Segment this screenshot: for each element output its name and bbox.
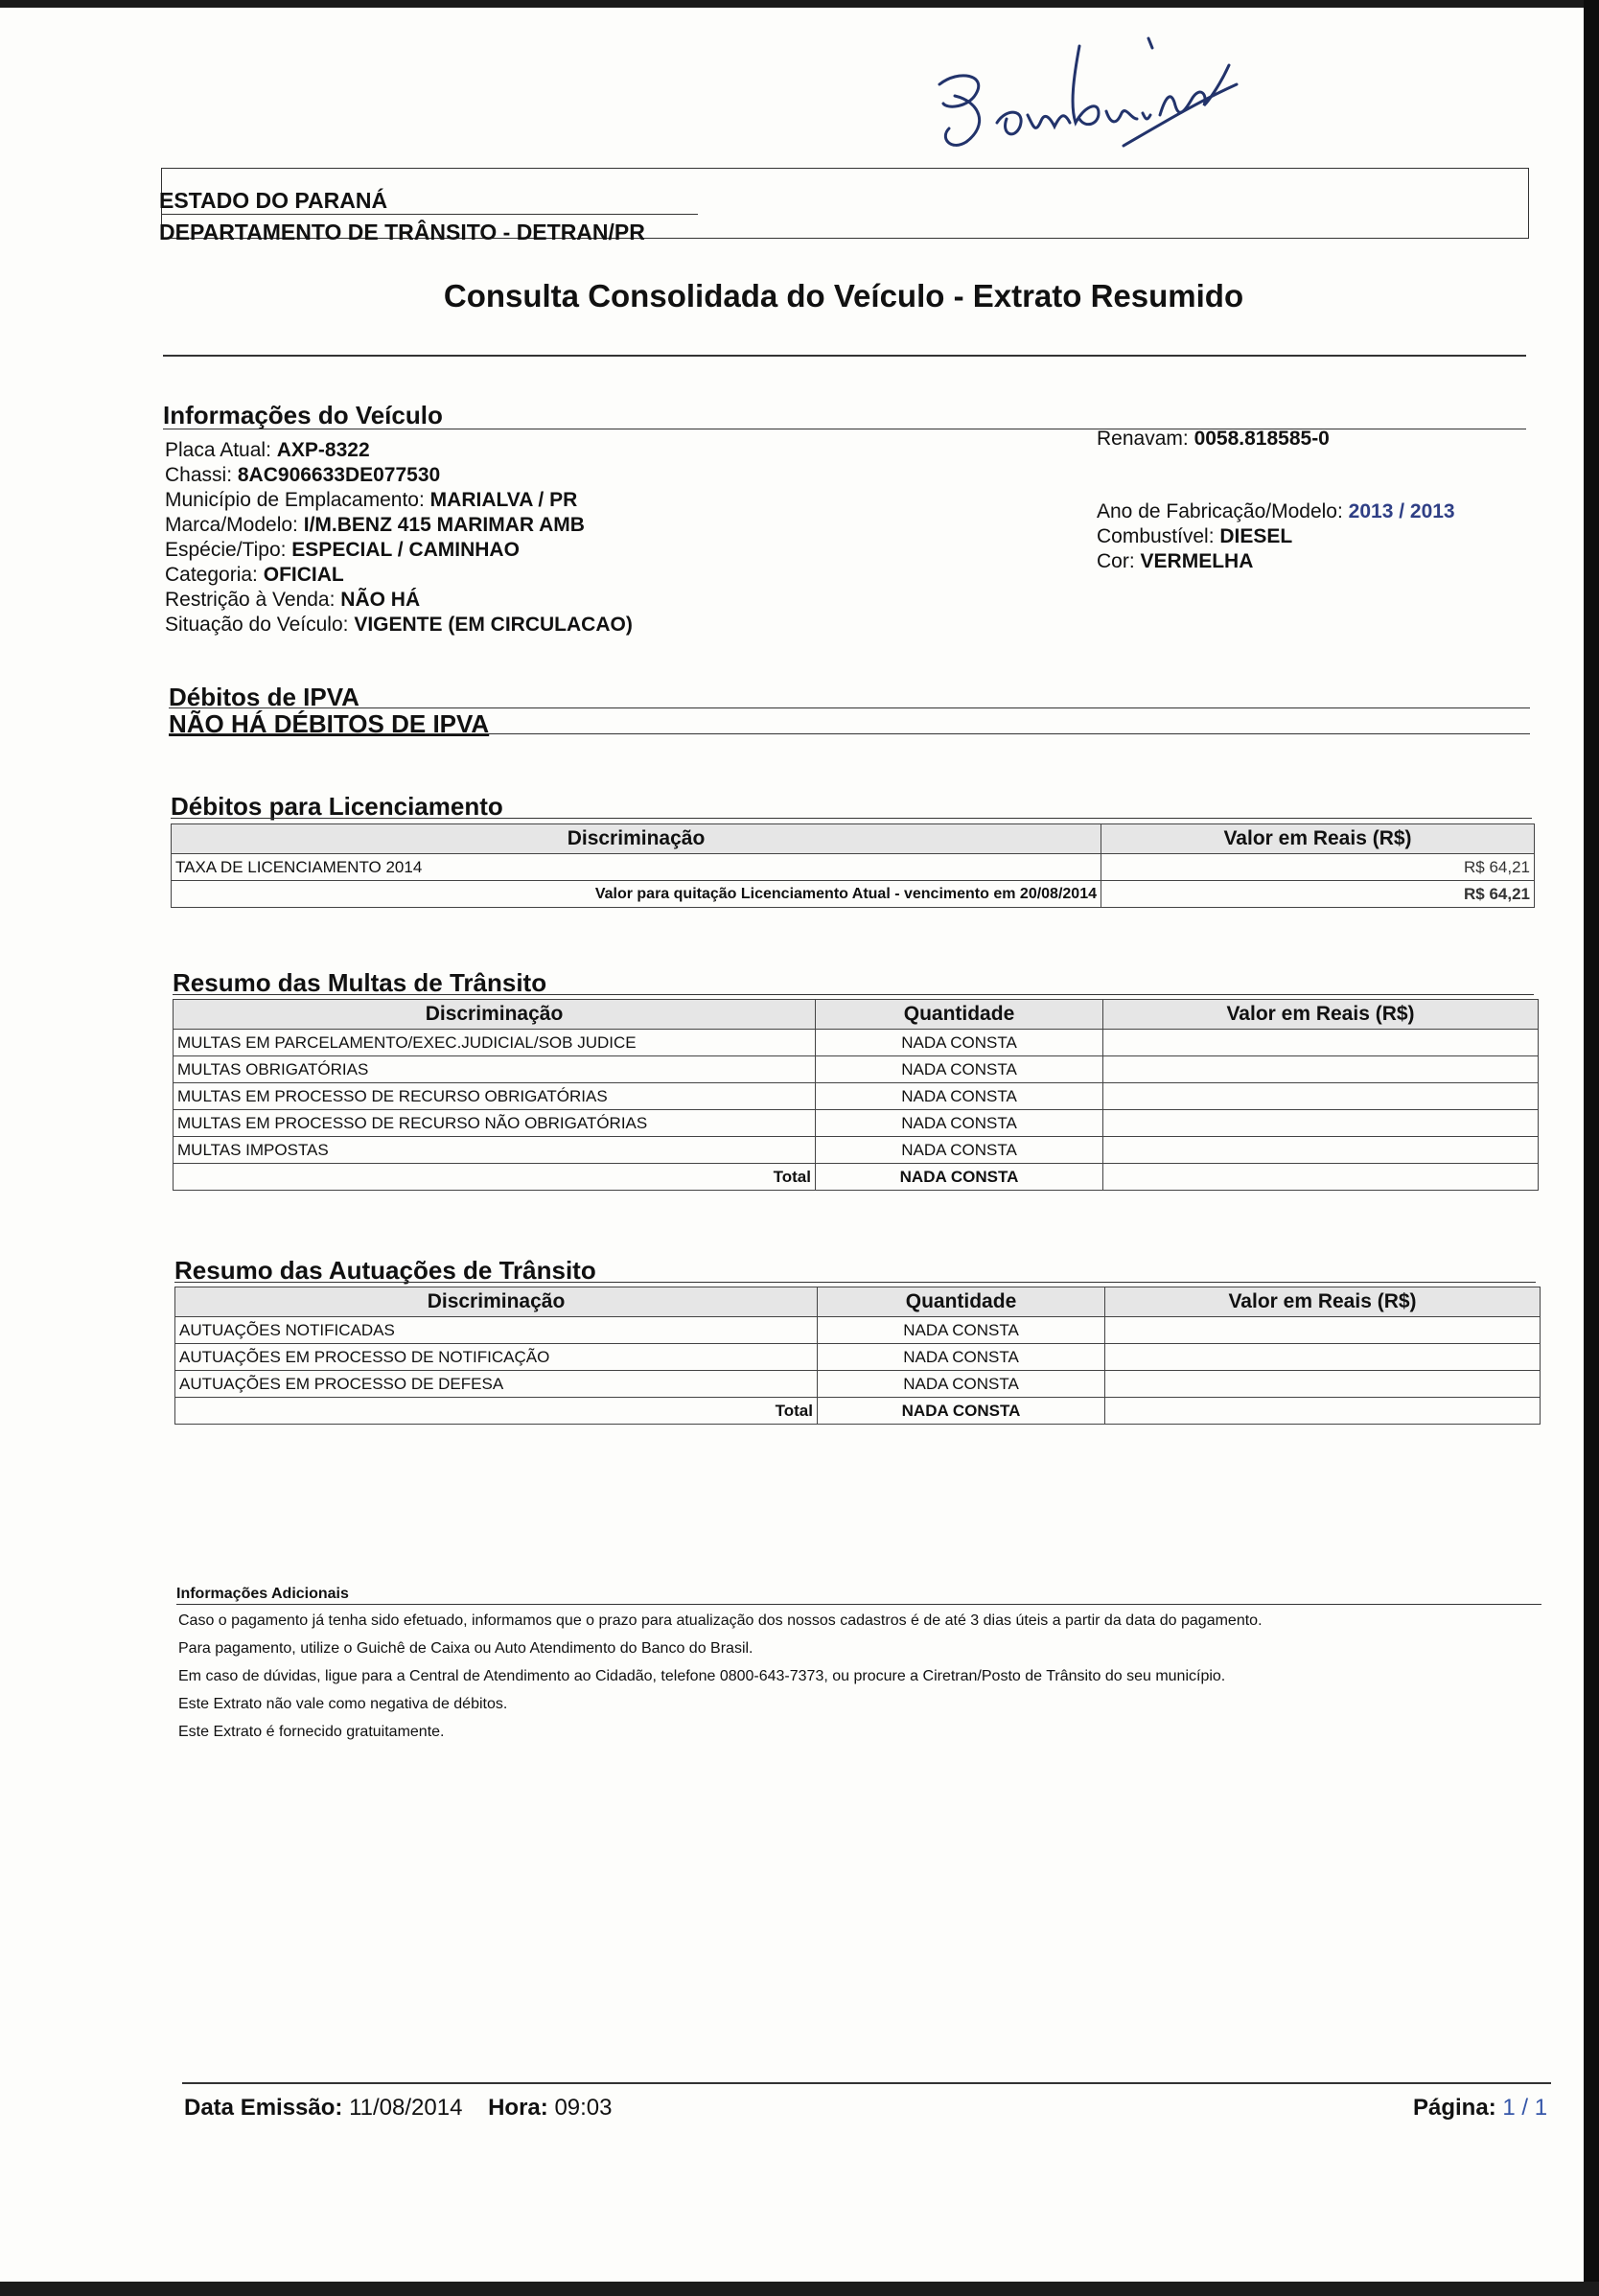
col-discriminacao: Discriminação (172, 824, 1101, 854)
header-divider (161, 214, 698, 215)
row-desc: MULTAS EM PROCESSO DE RECURSO OBRIGATÓRIAS (174, 1083, 816, 1110)
additional-info-line: Este Extrato é fornecido gratuitamente. (178, 1724, 445, 1740)
info-chassi: Chassi: 8AC906633DE077530 (165, 464, 441, 486)
table-row (175, 1344, 1541, 1371)
licenciamento-table (171, 823, 1535, 908)
info-categoria: Categoria: OFICIAL (165, 564, 344, 586)
document-title: Consulta Consolidada do Veículo - Extrato Resumido (443, 278, 1244, 313)
row-desc: AUTUAÇÕES EM PROCESSO DE NOTIFICAÇÃO (175, 1344, 818, 1371)
multas-table (173, 999, 1539, 1191)
table-header-row (172, 824, 1535, 854)
total-value (1105, 1398, 1541, 1425)
row-qty: NADA CONSTA (816, 1083, 1103, 1110)
col-discriminacao: Discriminação (175, 1287, 818, 1317)
footer-emission: Data Emissão: 11/08/2014 Hora: 09:03 (184, 2095, 613, 2121)
col-quantidade: Quantidade (816, 1000, 1103, 1030)
handwritten-signature (920, 19, 1246, 163)
footer-divider (182, 2082, 1551, 2084)
row-qty: NADA CONSTA (818, 1344, 1105, 1371)
info-renavam: Renavam: 0058.818585-0 (1097, 428, 1330, 450)
row-desc: AUTUAÇÕES NOTIFICADAS (175, 1317, 818, 1344)
row-qty: NADA CONSTA (816, 1056, 1103, 1083)
row-value (1105, 1317, 1541, 1344)
table-row (175, 1371, 1541, 1398)
col-discriminacao: Discriminação (174, 1000, 816, 1030)
additional-info-divider (176, 1604, 1541, 1605)
additional-info-line: Caso o pagamento já tenha sido efetuado, informamos que o prazo para atualização dos nossos cadastros é de até 3 dias úteis a partir da data do pagamento. (178, 1612, 1263, 1629)
licenciamento-section-title: Débitos para Licenciamento (171, 792, 503, 821)
info-ano: Ano de Fabricação/Modelo: 2013 / 2013 (1097, 500, 1455, 522)
total-qty: NADA CONSTA (818, 1398, 1105, 1425)
info-restricao: Restrição à Venda: NÃO HÁ (165, 589, 421, 611)
header-state: ESTADO DO PARANÁ (159, 188, 388, 213)
row-qty: NADA CONSTA (816, 1030, 1103, 1056)
row-value: R$ 64,21 (1101, 854, 1535, 881)
licenciamento-divider (171, 818, 1532, 819)
col-valor: Valor em Reais (R$) (1101, 824, 1535, 854)
additional-info-line: Para pagamento, utilize o Guichê de Caixa ou Auto Atendimento do Banco do Brasil. (178, 1640, 753, 1657)
additional-info-line: Este Extrato não vale como negativa de débitos. (178, 1696, 508, 1712)
info-cor: Cor: VERMELHA (1097, 550, 1254, 572)
row-qty: NADA CONSTA (818, 1317, 1105, 1344)
table-row (174, 1083, 1539, 1110)
row-desc: MULTAS OBRIGATÓRIAS (174, 1056, 816, 1083)
total-label: Total (174, 1164, 816, 1191)
info-marca-modelo: Marca/Modelo: I/M.BENZ 415 MARIMAR AMB (165, 514, 585, 536)
info-placa: Placa Atual: AXP-8322 (165, 439, 370, 461)
row-desc: MULTAS IMPOSTAS (174, 1137, 816, 1164)
ipva-divider-top (169, 707, 1530, 708)
table-total-row (175, 1398, 1541, 1425)
total-value (1103, 1164, 1539, 1191)
table-row (174, 1056, 1539, 1083)
additional-info-title: Informações Adicionais (176, 1586, 349, 1602)
col-valor: Valor em Reais (R$) (1103, 1000, 1539, 1030)
multas-section-title: Resumo das Multas de Trânsito (173, 968, 547, 997)
info-combustivel: Combustível: DIESEL (1097, 525, 1293, 547)
multas-divider (173, 994, 1534, 995)
title-divider (163, 355, 1526, 357)
row-desc: TAXA DE LICENCIAMENTO 2014 (172, 854, 1101, 881)
autuacoes-divider (174, 1282, 1536, 1283)
table-total-row (172, 881, 1535, 908)
total-label: Total (175, 1398, 818, 1425)
autuacoes-table (174, 1287, 1541, 1425)
row-desc: AUTUAÇÕES EM PROCESSO DE DEFESA (175, 1371, 818, 1398)
ipva-section-title: Débitos de IPVA (169, 683, 359, 711)
vehicle-section-title: Informações do Veículo (163, 401, 443, 429)
footer-page: Página: 1 / 1 (1413, 2095, 1548, 2121)
autuacoes-section-title: Resumo das Autuações de Trânsito (174, 1256, 596, 1285)
ipva-divider-bottom (169, 733, 1530, 734)
scan-edge-bottom (0, 2282, 1599, 2296)
table-row (175, 1317, 1541, 1344)
header-department: DEPARTAMENTO DE TRÂNSITO - DETRAN/PR (159, 220, 645, 244)
table-row (174, 1137, 1539, 1164)
col-quantidade: Quantidade (818, 1287, 1105, 1317)
total-qty: NADA CONSTA (816, 1164, 1103, 1191)
info-municipio: Município de Emplacamento: MARIALVA / PR (165, 489, 578, 511)
row-value (1105, 1344, 1541, 1371)
total-value: R$ 64,21 (1101, 881, 1535, 908)
scan-edge-right (1584, 0, 1599, 2296)
additional-info-line: Em caso de dúvidas, ligue para a Central de Atendimento ao Cidadão, telefone 0800-643-7373, ou procure a Ciretran/Posto de Trânsito do seu município. (178, 1668, 1226, 1684)
total-desc: Valor para quitação Licenciamento Atual - vencimento em 20/08/2014 (172, 881, 1101, 908)
table-row (174, 1030, 1539, 1056)
table-header-row (175, 1287, 1541, 1317)
row-value (1103, 1056, 1539, 1083)
col-valor: Valor em Reais (R$) (1105, 1287, 1541, 1317)
info-especie-tipo: Espécie/Tipo: ESPECIAL / CAMINHAO (165, 539, 520, 561)
row-desc: MULTAS EM PROCESSO DE RECURSO NÃO OBRIGATÓRIAS (174, 1110, 816, 1137)
table-header-row (174, 1000, 1539, 1030)
row-qty: NADA CONSTA (816, 1110, 1103, 1137)
row-value (1103, 1083, 1539, 1110)
ipva-status: NÃO HÁ DÉBITOS DE IPVA (169, 709, 490, 738)
table-total-row (174, 1164, 1539, 1191)
row-qty: NADA CONSTA (818, 1371, 1105, 1398)
row-qty: NADA CONSTA (816, 1137, 1103, 1164)
info-situacao: Situação do Veículo: VIGENTE (EM CIRCULACAO) (165, 614, 633, 636)
row-value (1103, 1030, 1539, 1056)
row-value (1103, 1110, 1539, 1137)
table-row (172, 854, 1535, 881)
row-value (1105, 1371, 1541, 1398)
row-value (1103, 1137, 1539, 1164)
row-desc: MULTAS EM PARCELAMENTO/EXEC.JUDICIAL/SOB JUDICE (174, 1030, 816, 1056)
table-row (174, 1110, 1539, 1137)
